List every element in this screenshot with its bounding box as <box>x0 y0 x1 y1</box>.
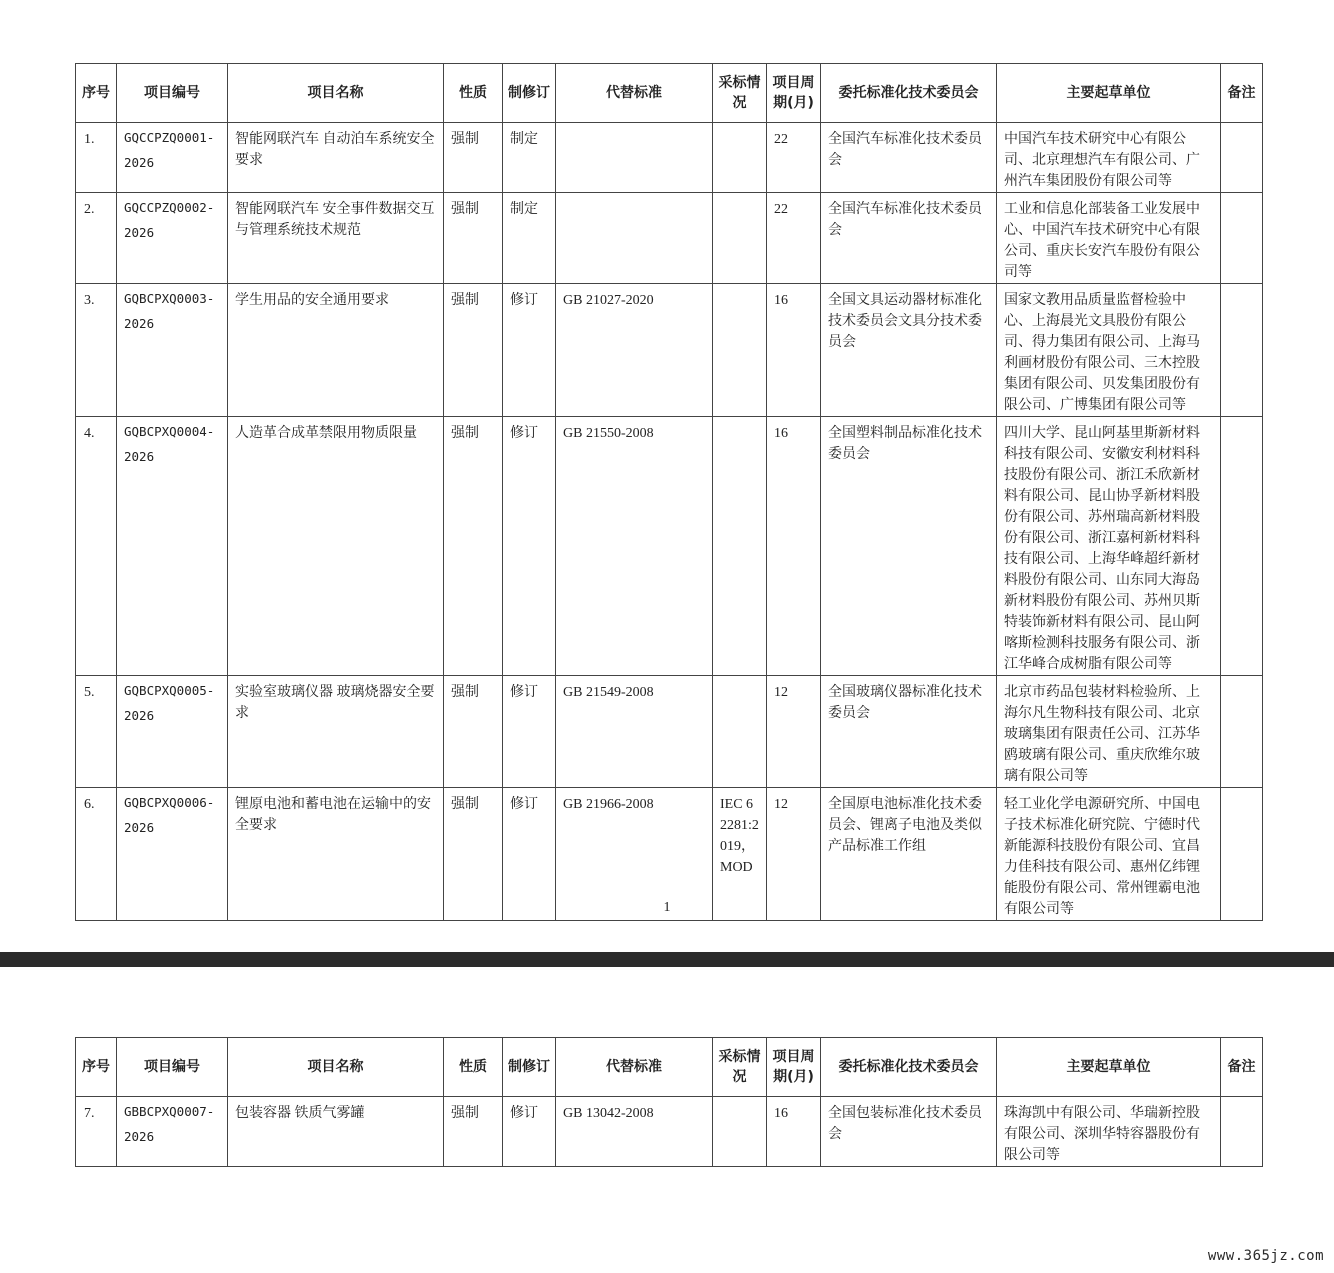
header-name: 项目名称 <box>228 1038 444 1097</box>
header-row <box>76 1038 1263 1097</box>
replace-cell: GB 21027-2020 <box>556 284 713 417</box>
period-cell: 22 <box>767 123 821 193</box>
code-cell: GQCCPZQ0002-2026 <box>117 193 228 284</box>
replace-cell: GB 21549-2008 <box>556 676 713 788</box>
remark-cell <box>1221 284 1263 417</box>
code-cell: GQBCPXQ0005-2026 <box>117 676 228 788</box>
period-cell: 16 <box>767 284 821 417</box>
drafters-cell: 工业和信息化部装备工业发展中心、中国汽车技术研究中心有限公司、重庆长安汽车股份有限公司等 <box>997 193 1221 284</box>
remark-cell <box>1221 1097 1263 1167</box>
header-type: 制修订 <box>503 64 556 123</box>
period-cell: 22 <box>767 193 821 284</box>
committee-cell: 全国文具运动器材标准化技术委员会文具分技术委员会 <box>821 284 997 417</box>
type-cell: 修订 <box>503 1097 556 1167</box>
name-cell: 智能网联汽车 安全事件数据交互与管理系统技术规范 <box>228 193 444 284</box>
header-code: 项目编号 <box>117 64 228 123</box>
header-adopt: 采标情况 <box>713 64 767 123</box>
header-row <box>76 64 1263 123</box>
replace-cell <box>556 123 713 193</box>
code-cell: GBBCPXQ0007-2026 <box>117 1097 228 1167</box>
nature-cell: 强制 <box>444 284 503 417</box>
type-cell: 制定 <box>503 123 556 193</box>
header-replace: 代替标准 <box>556 64 713 123</box>
table-row <box>76 676 1263 788</box>
period-cell: 16 <box>767 1097 821 1167</box>
adopt-cell <box>713 193 767 284</box>
table-row <box>76 417 1263 676</box>
adopt-cell: IEC 62281:2019，MOD <box>713 788 767 921</box>
table-body <box>76 123 1263 921</box>
header-adopt: 采标情况 <box>713 1038 767 1097</box>
seq-cell: 2. <box>76 193 117 284</box>
header-drafters: 主要起草单位 <box>997 1038 1221 1097</box>
committee-cell: 全国包装标准化技术委员会 <box>821 1097 997 1167</box>
header-drafters: 主要起草单位 <box>997 64 1221 123</box>
name-cell: 实验室玻璃仪器 玻璃烧器安全要求 <box>228 676 444 788</box>
header-code: 项目编号 <box>117 1038 228 1097</box>
remark-cell <box>1221 676 1263 788</box>
header-committee: 委托标准化技术委员会 <box>821 1038 997 1097</box>
replace-cell: GB 21550-2008 <box>556 417 713 676</box>
code-cell: GQBCPXQ0003-2026 <box>117 284 228 417</box>
name-cell: 人造革合成革禁限用物质限量 <box>228 417 444 676</box>
header-nature: 性质 <box>444 1038 503 1097</box>
committee-cell: 全国汽车标准化技术委员会 <box>821 193 997 284</box>
drafters-cell: 国家文教用品质量监督检验中心、上海晨光文具股份有限公司、得力集团有限公司、上海马利画材股份有限公司、三木控股集团有限公司、贝发集团股份有限公司、广博集团有限公司等 <box>997 284 1221 417</box>
header-replace: 代替标准 <box>556 1038 713 1097</box>
seq-cell: 5. <box>76 676 117 788</box>
table-row <box>76 123 1263 193</box>
seq-cell: 7. <box>76 1097 117 1167</box>
header-name: 项目名称 <box>228 64 444 123</box>
nature-cell: 强制 <box>444 676 503 788</box>
header-committee: 委托标准化技术委员会 <box>821 64 997 123</box>
header-seq: 序号 <box>76 1038 117 1097</box>
adopt-cell <box>713 284 767 417</box>
code-cell: GQCCPZQ0001-2026 <box>117 123 228 193</box>
page-number: 1 <box>663 900 671 915</box>
adopt-cell <box>713 417 767 676</box>
type-cell: 修订 <box>503 788 556 921</box>
adopt-cell <box>713 676 767 788</box>
table-body <box>76 1097 1263 1167</box>
remark-cell <box>1221 193 1263 284</box>
committee-cell: 全国原电池标准化技术委员会、锂离子电池及类似产品标准工作组 <box>821 788 997 921</box>
committee-cell: 全国玻璃仪器标准化技术委员会 <box>821 676 997 788</box>
header-period: 项目周期(月) <box>767 64 821 123</box>
drafters-cell: 珠海凯中有限公司、华瑞新控股有限公司、深圳华特容器股份有限公司等 <box>997 1097 1221 1167</box>
replace-cell: GB 21966-2008 <box>556 788 713 921</box>
drafters-cell: 中国汽车技术研究中心有限公司、北京理想汽车有限公司、广州汽车集团股份有限公司等 <box>997 123 1221 193</box>
replace-cell: GB 13042-2008 <box>556 1097 713 1167</box>
table-row <box>76 284 1263 417</box>
nature-cell: 强制 <box>444 123 503 193</box>
header-remark: 备注 <box>1221 64 1263 123</box>
site-watermark: www.365jz.com <box>1207 1248 1324 1264</box>
name-cell: 学生用品的安全通用要求 <box>228 284 444 417</box>
seq-cell: 6. <box>76 788 117 921</box>
drafters-cell: 轻工业化学电源研究所、中国电子技术标准化研究院、宁德时代新能源科技股份有限公司、宜昌力佳科技有限公司、惠州亿纬锂能股份有限公司、常州锂霸电池有限公司等 <box>997 788 1221 921</box>
header-period: 项目周期(月) <box>767 1038 821 1097</box>
nature-cell: 强制 <box>444 788 503 921</box>
name-cell: 包装容器 铁质气雾罐 <box>228 1097 444 1167</box>
seq-cell: 3. <box>76 284 117 417</box>
name-cell: 锂原电池和蓄电池在运输中的安全要求 <box>228 788 444 921</box>
seq-cell: 4. <box>76 417 117 676</box>
nature-cell: 强制 <box>444 193 503 284</box>
table-row <box>76 193 1263 284</box>
remark-cell <box>1221 417 1263 676</box>
type-cell: 修订 <box>503 284 556 417</box>
replace-cell <box>556 193 713 284</box>
committee-cell: 全国塑料制品标准化技术委员会 <box>821 417 997 676</box>
type-cell: 制定 <box>503 193 556 284</box>
standards-table-page-1 <box>75 63 1263 921</box>
period-cell: 12 <box>767 676 821 788</box>
nature-cell: 强制 <box>444 1097 503 1167</box>
standards-table-page-2 <box>75 1037 1263 1167</box>
header-nature: 性质 <box>444 64 503 123</box>
code-cell: GQBCPXQ0004-2026 <box>117 417 228 676</box>
adopt-cell <box>713 123 767 193</box>
type-cell: 修订 <box>503 676 556 788</box>
period-cell: 12 <box>767 788 821 921</box>
adopt-cell <box>713 1097 767 1167</box>
header-remark: 备注 <box>1221 1038 1263 1097</box>
header-type: 制修订 <box>503 1038 556 1097</box>
period-cell: 16 <box>767 417 821 676</box>
drafters-cell: 北京市药品包装材料检验所、上海尔凡生物科技有限公司、北京玻璃集团有限责任公司、江苏华鸥玻璃有限公司、重庆欣维尔玻璃有限公司等 <box>997 676 1221 788</box>
committee-cell: 全国汽车标准化技术委员会 <box>821 123 997 193</box>
code-cell: GQBCPXQ0006-2026 <box>117 788 228 921</box>
remark-cell <box>1221 123 1263 193</box>
type-cell: 修订 <box>503 417 556 676</box>
nature-cell: 强制 <box>444 417 503 676</box>
seq-cell: 1. <box>76 123 117 193</box>
page-divider <box>0 952 1334 967</box>
name-cell: 智能网联汽车 自动泊车系统安全要求 <box>228 123 444 193</box>
table-row <box>76 1097 1263 1167</box>
header-seq: 序号 <box>76 64 117 123</box>
drafters-cell: 四川大学、昆山阿基里斯新材料科技有限公司、安徽安利材料科技股份有限公司、浙江禾欣新材料有限公司、昆山协孚新材料股份有限公司、苏州瑞高新材料股份有限公司、浙江嘉柯新材料科技有限公司、上海华峰超纤新材料股份有限公司、山东同大海岛新材料股份有限公司、苏州贝斯特装饰新材料有限公司、昆山阿喀斯检测科技服务有限公司、浙江华峰合成树脂有限公司等 <box>997 417 1221 676</box>
